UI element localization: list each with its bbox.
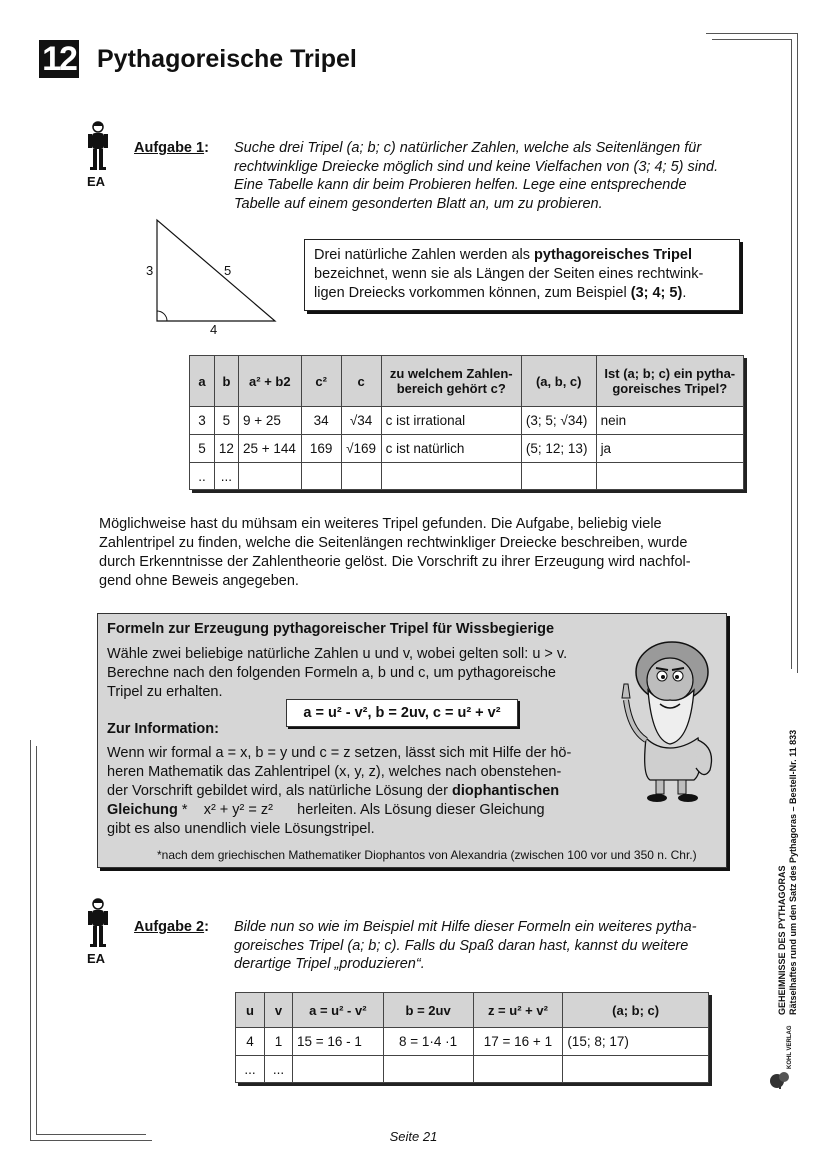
explanation-paragraph [99, 515, 739, 591]
publisher-logo-text: KOHL VERLAG [787, 1025, 793, 1069]
table-cell[interactable] [238, 463, 301, 490]
table-cell: ... [236, 1056, 265, 1083]
table-cell: 17 = 16 + 1 [473, 1028, 563, 1056]
task2-line: goreisches Tripel (a; b; c). Falls du Spaß daran hast, kannst du weitere [234, 937, 689, 954]
table-cell[interactable] [563, 1056, 709, 1083]
info-line: heren Mathematik das Zahlentripel (x, y, z), welches nach obenstehen- [107, 764, 562, 780]
column-header: a² + b2 [238, 356, 301, 407]
task2-line: derartige Tripel „produzieren“. [234, 956, 425, 972]
paragraph-line: gend ohne Beweis angegeben. [99, 573, 299, 589]
table-cell: 5 [190, 435, 215, 463]
table-cell: (3; 5; √34) [521, 407, 596, 435]
task1-line: Tabelle auf einem gesonderten Blatt an, um zu probieren. [234, 195, 603, 212]
table-cell: 169 [301, 435, 341, 463]
table-cell: (15; 8; 17) [563, 1028, 709, 1056]
table-cell: nein [596, 407, 743, 435]
table-cell[interactable] [381, 463, 521, 490]
frame-left-line-inner [36, 746, 37, 1134]
task1-line: rechtwinklige Dreiecke möglich sind und keine Vielfachen von (3; 4; 5) sind. [234, 158, 719, 175]
definition-box [304, 239, 740, 311]
table-cell: √169 [341, 435, 381, 463]
table-cell[interactable] [596, 463, 743, 490]
triangle-side-label: 5 [224, 263, 232, 278]
generating-formula: a = u² - v², b = 2uv, c = u² + v² [286, 699, 518, 727]
publisher-logo [768, 1025, 796, 1090]
definition-term: pythagoreisches Tripel [534, 247, 692, 263]
table-cell: 8 = 1·4 ·1 [383, 1028, 473, 1056]
table-cell: ... [264, 1056, 292, 1083]
task2-line: Bilde nun so wie im Beispiel mit Hilfe dieser Formeln ein weiteres pytha- [234, 919, 697, 935]
generation-table [235, 992, 709, 1083]
table-row [190, 407, 744, 435]
frame-top-line [706, 33, 798, 34]
table-cell[interactable] [301, 463, 341, 490]
column-header: Ist (a; b; c) ein pytha-goreisches Tripel? [596, 356, 743, 407]
column-header: zu welchem Zahlen-bereich gehört c? [381, 356, 521, 407]
table-cell: ... [214, 463, 238, 490]
info-line: gibt es also unendlich viele Lösungstripel. [107, 821, 375, 837]
table-cell[interactable] [292, 1056, 383, 1083]
task1-line: Eine Tabelle kann dir beim Probieren helfen. Lege eine entsprechende [234, 177, 687, 193]
table-row [190, 435, 744, 463]
table-row [236, 1056, 709, 1083]
task2-label: Aufgabe 2: [134, 919, 209, 935]
task1-label-text: Aufgabe 1 [134, 140, 205, 156]
table-cell: c ist irrational [381, 407, 521, 435]
info-text [107, 744, 607, 839]
frame-right-line-inner [791, 39, 792, 669]
table-row [236, 1028, 709, 1056]
chapter-number: 12 [39, 40, 79, 78]
table-cell: √34 [341, 407, 381, 435]
info-bold-term: diophantischen [451, 783, 560, 799]
info-heading: Zur Information: [107, 721, 219, 737]
table-cell[interactable] [383, 1056, 473, 1083]
table-row [190, 463, 744, 490]
column-header: v [264, 993, 292, 1028]
table-cell: 9 + 25 [238, 407, 301, 435]
formula-box-intro [107, 645, 607, 702]
info-line: der Vorschrift gebildet wird, als natürliche Lösung der [107, 783, 452, 799]
column-header: (a, b, c) [521, 356, 596, 407]
student-icon [86, 120, 110, 172]
table-cell[interactable] [521, 463, 596, 490]
intro-line: Tripel zu erhalten. [107, 684, 223, 700]
table-cell: 5 [214, 407, 238, 435]
table-cell[interactable] [341, 463, 381, 490]
table-cell: 15 = 16 - 1 [292, 1028, 383, 1056]
column-header: b = 2uv [383, 993, 473, 1028]
intro-line: Berechne nach den folgenden Formeln a, b und c, um pythagoreische [107, 665, 556, 681]
sidebar-book-info: Rätselhaftes rund um den Satz des Pythagoras – Bestell-Nr. 11 833 [788, 729, 798, 1015]
task1-label: Aufgabe 1: [134, 140, 209, 156]
table-cell[interactable] [473, 1056, 563, 1083]
definition-text: . [682, 285, 687, 301]
right-triangle-figure [140, 215, 285, 340]
column-header: z = u² + v² [473, 993, 563, 1028]
exploration-table [189, 355, 744, 490]
paragraph-line: Möglichweise hast du mühsam ein weiteres Tripel gefunden. Die Aufgabe, beliebig viele [99, 516, 662, 532]
task2-label-text: Aufgabe 2 [134, 919, 205, 935]
column-header: b [214, 356, 238, 407]
work-form-label: EA [87, 951, 106, 966]
table-cell: ja [596, 435, 743, 463]
table-cell: 25 + 144 [238, 435, 301, 463]
table-cell: 4 [236, 1028, 265, 1056]
definition-example: (3; 4; 5) [630, 285, 683, 301]
task1-line: Suche drei Tripel (a; b; c) natürlicher Zahlen, welche als Seitenlängen für [234, 140, 702, 156]
footnote: *nach dem griechischen Mathematiker Diophantos von Alexandria (zwischen 100 vor und 350 n. Chr.) [157, 848, 697, 862]
table-cell: 1 [264, 1028, 292, 1056]
paragraph-line: Zahlentripel zu finden, welche die Seitenlängen rechtwinkliger Dreiecke beschreiben, wurde [99, 535, 688, 551]
info-line: * x² + y² = z² herleiten. Als Lösung dieser Gleichung [177, 802, 545, 818]
table-cell: 12 [214, 435, 238, 463]
info-line: Wenn wir formal a = x, b = y und c = z setzen, lässt sich mit Hilfe der hö- [107, 745, 572, 761]
definition-text: ligen Dreiecks vorkommen können, zum Beispiel [314, 285, 631, 301]
table-cell: 3 [190, 407, 215, 435]
task2-text [234, 918, 754, 974]
table-cell: 34 [301, 407, 341, 435]
column-header: (a; b; c) [563, 993, 709, 1028]
work-form-label: EA [87, 174, 106, 189]
column-header: a [190, 356, 215, 407]
definition-text: Drei natürliche Zahlen werden als [314, 247, 535, 263]
paragraph-line: durch Erkenntnisse der Zahlentheorie gelöst. Die Vorschrift zu ihrer Erzeugung wird nachfol- [99, 554, 691, 570]
column-header: c² [301, 356, 341, 407]
formula-box-heading: Formeln zur Erzeugung pythagoreischer Tripel für Wissbegierige [107, 621, 555, 637]
info-bold-term: Gleichung [107, 802, 178, 818]
pythagoras-illustration [612, 640, 722, 810]
page-number: Seite 21 [389, 1129, 438, 1144]
page-title: Pythagoreische Tripel [97, 45, 357, 73]
frame-right-line [797, 33, 798, 673]
column-header: c [341, 356, 381, 407]
frame-left-line [30, 740, 31, 1140]
triangle-side-label: 3 [146, 263, 154, 278]
triangle-side-label: 4 [210, 322, 218, 337]
student-icon [86, 897, 110, 949]
sidebar-series-title: GEHEIMNISSE DES PYTHAGORAS [777, 865, 787, 1015]
column-header: u [236, 993, 265, 1028]
task1-text [234, 139, 764, 213]
definition-text: bezeichnet, wenn sie als Längen der Seiten eines rechtwink- [314, 266, 704, 282]
column-header: a = u² - v² [292, 993, 383, 1028]
table-cell: c ist natürlich [381, 435, 521, 463]
table-cell: (5; 12; 13) [521, 435, 596, 463]
table-cell: .. [190, 463, 215, 490]
intro-line: Wähle zwei beliebige natürliche Zahlen u und v, wobei gelten soll: u > v. [107, 646, 568, 662]
frame-top-line-inner [712, 39, 792, 40]
